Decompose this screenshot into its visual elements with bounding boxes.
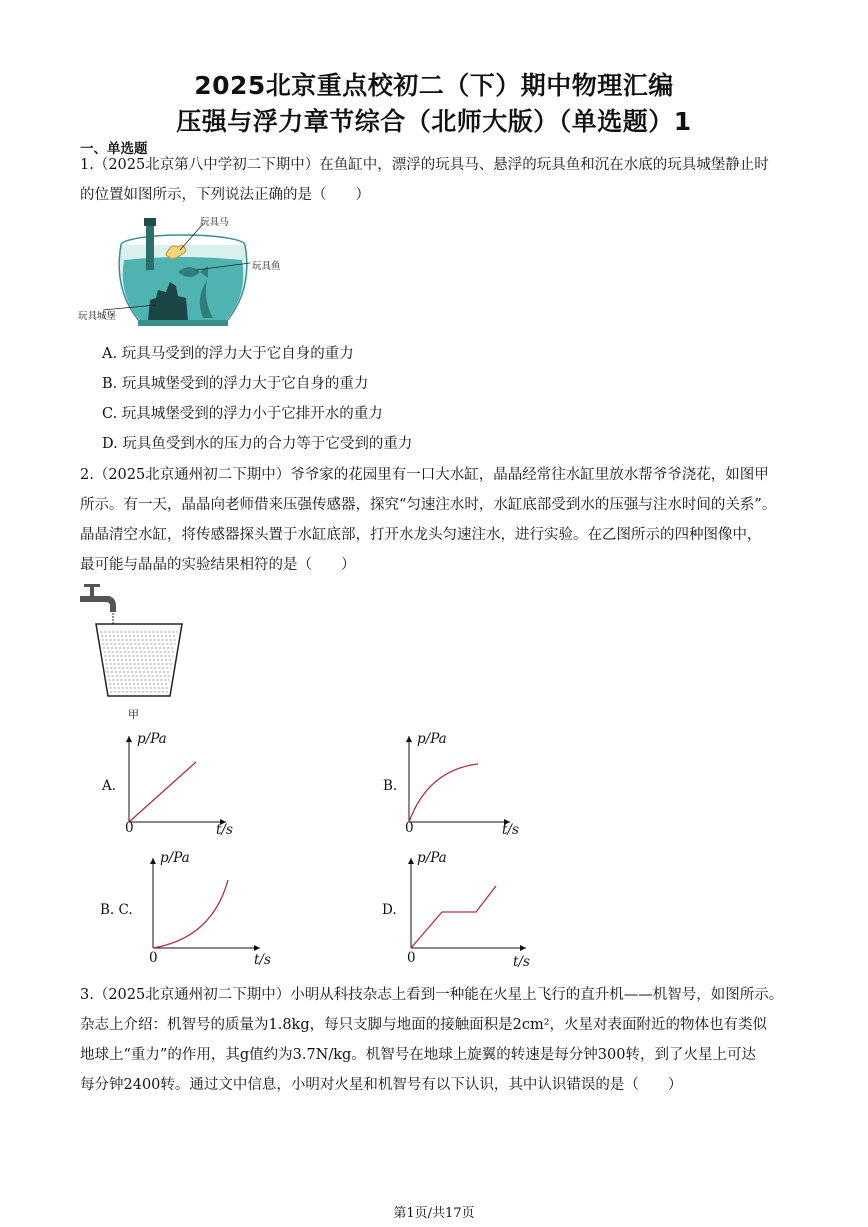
label-toy-horse: 玩具马 bbox=[200, 217, 229, 228]
q3-stem bbox=[80, 980, 800, 1100]
label-toy-castle: 玩具城堡 bbox=[78, 311, 117, 322]
graph-a-origin: 0 bbox=[125, 820, 134, 836]
graph-d-ylabel: p/Pa bbox=[417, 850, 447, 866]
graph-c-ylabel: p/Pa bbox=[160, 850, 190, 866]
q3-stem-line3: 地球上“重力”的作用，其g值约为3.7N/kg。机智号在地球上旋翼的转速是每分钟300转，到了火星上可达 bbox=[80, 1047, 756, 1063]
graph-b-ylabel: p/Pa bbox=[417, 731, 447, 747]
water-vat-figure bbox=[76, 582, 188, 704]
graph-d bbox=[400, 850, 534, 962]
q2-stem-line4: 最可能与晶晶的实验结果相符的是（ ） bbox=[80, 557, 356, 573]
graph-c-label[interactable]: B. C. bbox=[100, 902, 133, 918]
graph-c-curve bbox=[153, 880, 228, 948]
graph-a-curve bbox=[129, 762, 196, 822]
graph-a-xlabel: t/s bbox=[216, 822, 233, 838]
q1-stem bbox=[80, 150, 800, 210]
page-number-footer: 第1页/共17页 bbox=[393, 1206, 475, 1221]
q2-stem-line3: 晶晶清空水缸，将传感器探头置于水缸底部，打开水龙头匀速注水，进行实验。在乙图所示的四种图像中， bbox=[80, 527, 762, 543]
q1-option-a[interactable]: A. 玩具马受到的浮力大于它自身的重力 bbox=[102, 346, 354, 362]
graph-c-origin: 0 bbox=[149, 950, 158, 966]
label-toy-fish: 玩具鱼 bbox=[252, 261, 281, 272]
graph-d-curve bbox=[411, 886, 496, 948]
figure-caption-jia: 甲 bbox=[128, 708, 139, 721]
graph-b-label[interactable]: B. bbox=[383, 778, 398, 794]
graph-d-xlabel: t/s bbox=[513, 954, 530, 970]
q2-stem-line1: 2.（2025北京通州初二下期中）爷爷家的花园里有一口大水缸，晶晶经常往水缸里放水帮爷爷浇花，如图甲 bbox=[80, 467, 769, 483]
q3-stem-line1: 3.（2025北京通州初二下期中）小明从科技杂志上看到一种能在火星上飞行的直升机——机智号，如图所示。 bbox=[80, 987, 784, 1003]
graph-b-curve bbox=[409, 764, 478, 822]
q3-stem-line4: 每分钟2400转。通过文中信息，小明对火星和机智号有以下认识，其中认识错误的是（ ） bbox=[80, 1077, 683, 1093]
graph-c bbox=[142, 850, 268, 962]
section-heading: 一、单选题 bbox=[80, 141, 148, 157]
graph-a-ylabel: p/Pa bbox=[137, 731, 167, 747]
q1-stem-line1: 1.（2025北京第八中学初二下期中）在鱼缸中，漂浮的玩具马、悬浮的玩具鱼和沉在水底的玩具城堡静止时 bbox=[80, 157, 769, 173]
document-title-line2: 压强与浮力章节综合（北师大版）（单选题）1 bbox=[176, 107, 692, 136]
graph-b-xlabel: t/s bbox=[502, 822, 519, 838]
q1-option-b[interactable]: B. 玩具城堡受到的浮力大于它自身的重力 bbox=[102, 376, 369, 392]
graph-c-xlabel: t/s bbox=[254, 952, 271, 968]
q3-stem-line2: 杂志上介绍：机智号的质量为1.8kg，每只支脚与地面的接触面积是2cm²，火星对表面附近的物体也有类似 bbox=[80, 1017, 768, 1033]
faucet-icon bbox=[80, 584, 116, 612]
q1-option-d[interactable]: D. 玩具鱼受到水的压力的合力等于它受到的重力 bbox=[102, 436, 413, 452]
q2-stem bbox=[80, 460, 800, 580]
graph-b-origin: 0 bbox=[405, 820, 414, 836]
document-title-line1: 2025北京重点校初二（下）期中物理汇编 bbox=[194, 71, 674, 100]
graph-a-label[interactable]: A. bbox=[102, 778, 117, 794]
q2-stem-line2: 所示。有一天，晶晶向老师借来压强传感器，探究“匀速注水时，水缸底部受到水的压强与注水时间的关系”。 bbox=[80, 497, 777, 513]
graph-d-label[interactable]: D. bbox=[382, 902, 397, 918]
graph-d-origin: 0 bbox=[407, 950, 416, 966]
q1-option-c[interactable]: C. 玩具城堡受到的浮力小于它排开水的重力 bbox=[102, 406, 383, 422]
q1-stem-line2: 的位置如图所示，下列说法正确的是（ ） bbox=[80, 187, 370, 203]
